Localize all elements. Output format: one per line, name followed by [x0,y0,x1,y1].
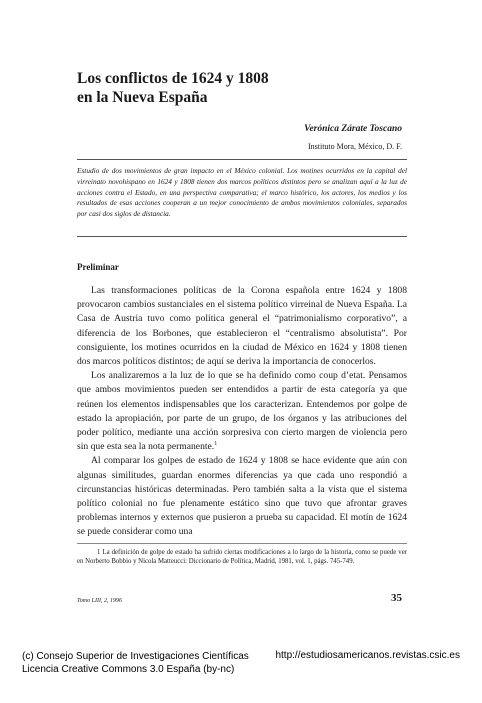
paragraph-3: Al comparar los golpes de estado de 1624 y 1808 se hace evidente que aún con algunas similitudes, guardan enormes diferencias ya que cada uno respondió a circunstancias históricas determinadas. Pero también salta a la vista que el sistema político colonial no fue plenamente estático sino que tuvo que afrontar graves problemas internos y externos que pusieron a prueba su capacidad. El motín de 1624 se puede considerar como una [77,455,407,538]
paragraph-2 [77,369,407,454]
abstract-bottom-rule [77,236,407,237]
footnote-text: 1 La definición de golpe de estado ha sufrido ciertas modificaciones a lo largo de la historia, como se puede ver en Norberto Bobbio y Nicola Matteucci: Diccionario de Política, Madrid, 1981, vol. 1, págs. 745-749. [77,549,407,566]
page-number: 35 [391,592,402,604]
abstract-text: Estudio de dos movimientos de gran impacto en el México colonial. Los motines ocurridos en la capital del virreinato novohispano en 1624 y 1808 tienen dos marcos políticos distintos pero se analizan aquí a la luz de acciones contra el Estado, en una perspectiva comparativa; el marco histórico, los actores, los medios y los resultados de esas acciones cooperan a un mejor conocimiento de ambos movimientos coloniales, separados por casi dos siglos de distancia. [77,166,407,219]
footnote-rule [77,543,407,544]
license-notice [22,650,249,676]
section-heading: Preliminar [77,262,119,272]
author-affiliation: Instituto Mora, México, D. F. [307,142,402,151]
abstract-top-rule [77,159,407,160]
license-line-1: (c) Consejo Superior de Investigaciones Científicas [22,651,249,662]
license-line-2: Licencia Creative Commons 3.0 España (by-nc) [22,664,235,675]
footnote [77,548,407,566]
article-title [77,69,407,107]
journal-reference: Tomo LIII, 2, 1996 [77,598,122,604]
title-line-2: en la Nueva España [77,89,208,106]
journal-url-link[interactable]: http://estudiosamericanos.revistas.csic.es [275,650,460,661]
paragraph-1: Las transformaciones políticas de la Corona española entre 1624 y 1808 provocaron cambios sustanciales en el sistema político virreinal de Nueva España. La Casa de Austria tuvo como política general el “patrimonialismo corporativo”, a diferencia de los Borbones, que establecieron el “centralismo absolutista”. Por consiguiente, los motines ocurridos en la ciudad de México en 1624 y 1808 tienen dos marcos políticos distintos; de aquí se deriva la importancia de conocerlos. [77,285,407,368]
body-text [77,284,407,540]
paragraph-2-text: Los analizaremos a la luz de lo que se ha definido como coup d’etat. Pensamos que ambos movimientos pueden ser entendidos a partir de esta categoría ya que reúnen los elementos indispensables que los caracterizan. Entendemos por golpe de estado la apropiación, por parte de un grupo, de los órganos y las atribuciones del poder político, mediante una acción sorpresiva con cierto margen de violencia pero sin que esta sea la nota permanente. [77,370,407,453]
author-name: Verónica Zárate Toscano [304,124,402,134]
title-line-1: Los conflictos de 1624 y 1808 [77,70,269,87]
footnote-marker[interactable]: 1 [214,441,218,448]
